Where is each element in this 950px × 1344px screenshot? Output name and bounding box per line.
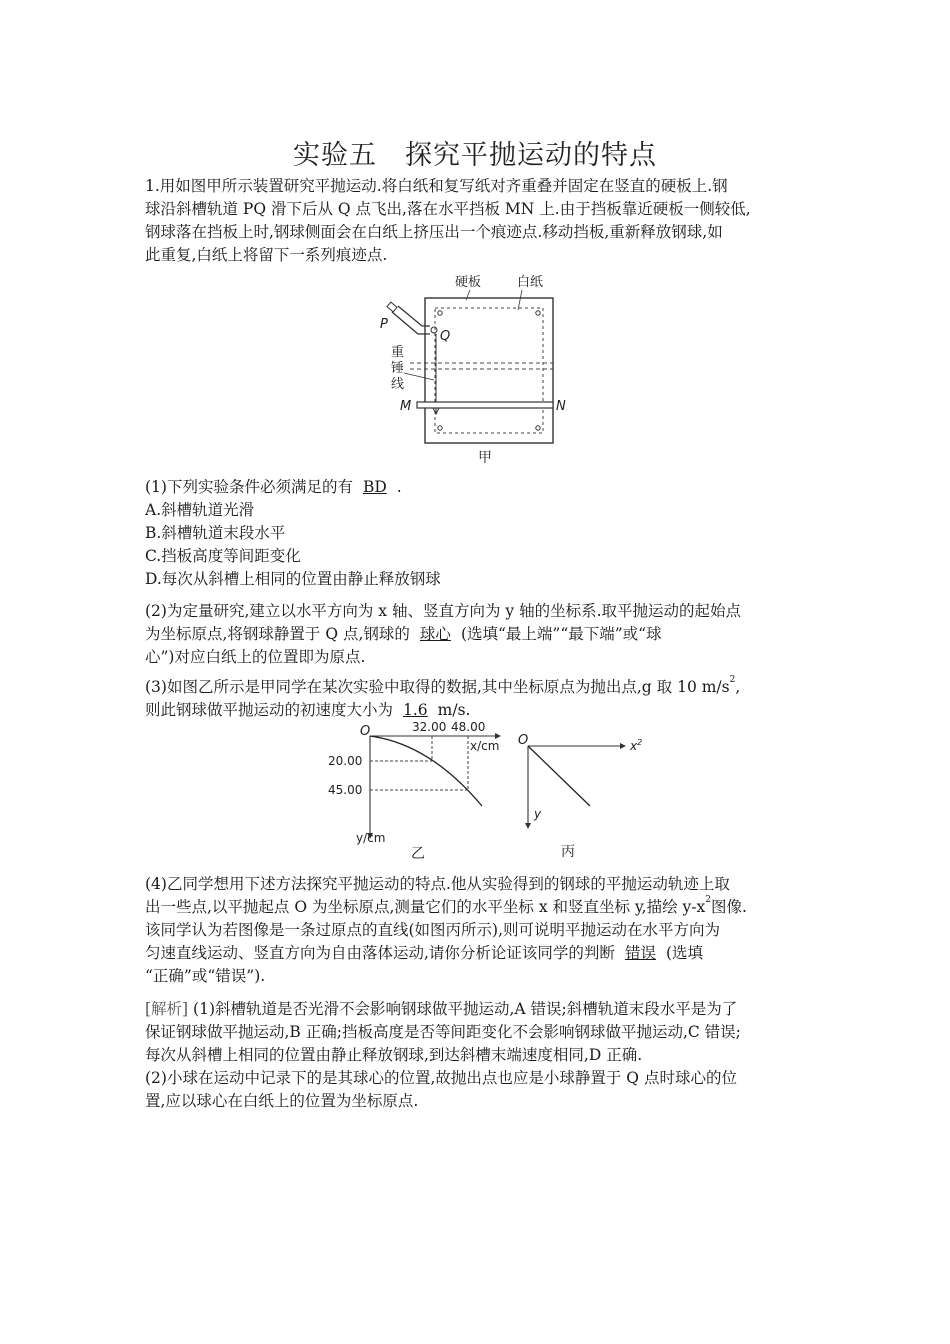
- x-label: x/cm: [470, 739, 500, 753]
- origin-o: O: [518, 733, 529, 748]
- proportional-line: [528, 746, 590, 806]
- option-d: D.每次从斜槽上相同的位置由静止释放钢球: [145, 570, 441, 588]
- part3: [145, 676, 805, 722]
- part4: [145, 873, 805, 988]
- part2-suffix: (选填“最上端”“最下端”或“球: [460, 625, 662, 643]
- leader-line: [404, 373, 434, 380]
- y-tick-45: 45.00: [328, 783, 363, 797]
- intro-line: 球沿斜槽轨道 PQ 滑下后从 Q 点飞出,落在水平挡板 MN 上.由于挡板靠近硬板一侧较低,: [145, 200, 751, 218]
- part1: [145, 476, 805, 591]
- analysis-line: 保证钢球做平抛运动,B 正确;挡板高度是否等间距变化不会影响钢球做平抛运动,C 错误;: [145, 1023, 741, 1041]
- part2-prefix: 为坐标原点,将钢球静置于 Q 点,钢球的: [145, 625, 410, 643]
- caption-jia: 甲: [478, 450, 492, 466]
- part1-prefix: (1)下列实验条件必须满足的有: [145, 478, 353, 496]
- y-tick-20: 20.00: [328, 754, 363, 768]
- label-paper: 白纸: [517, 275, 544, 290]
- part2-line: 心”)对应白纸上的位置即为原点.: [145, 648, 366, 666]
- analysis-line: 每次从斜槽上相同的位置由静止释放钢球,到达斜槽末端速度相同,D 正确.: [145, 1046, 643, 1064]
- analysis-text: (1)斜槽轨道是否光滑不会影响钢球做平抛运动,A 错误;斜槽轨道末段水平是为了: [188, 1000, 738, 1018]
- y-label: y: [534, 807, 542, 821]
- part4-prefix: 匀速直线运动、竖直方向为自由落体运动,请你分析论证该同学的判断: [145, 944, 615, 962]
- option-a: A.斜槽轨道光滑: [145, 501, 255, 519]
- analysis-line: 置,应以球心在白纸上的位置为坐标原点.: [145, 1092, 419, 1110]
- analysis-line: (2)小球在运动中记录下的是其球心的位置,故抛出点也应是小球静置于 Q 点时球心的位: [145, 1069, 737, 1087]
- part4-answer: 错误: [624, 944, 656, 962]
- analysis-line: [145, 998, 805, 1021]
- label-n: N: [556, 399, 566, 414]
- figure-yi-trajectory: [320, 718, 505, 866]
- analysis-tag: [解析]: [145, 1000, 189, 1018]
- part1-stem: [145, 476, 805, 499]
- pin-mark: [438, 311, 442, 315]
- part4-line: (4)乙同学想用下述方法探究平抛运动的特点.他从实验得到的钢球的平抛运动轨迹上取: [145, 875, 730, 893]
- x-label-sup: 2: [637, 738, 643, 747]
- analysis: [145, 998, 805, 1113]
- part4-line: [145, 942, 805, 965]
- option-b: B.斜槽轨道末段水平: [145, 524, 286, 542]
- baffle-mn: [417, 402, 553, 408]
- label-q: Q: [440, 329, 451, 344]
- y-label: y/cm: [356, 831, 386, 845]
- leader-line: [518, 290, 522, 310]
- part3-text: (3)如图乙所示是甲同学在某次实验中取得的数据,其中坐标原点为抛出点,g 取 10 m/s: [145, 678, 730, 696]
- label-p: P: [380, 317, 388, 332]
- question-intro: [145, 175, 805, 267]
- intro-line: 此重复,白纸上将留下一系列痕迹点.: [145, 246, 388, 264]
- label-board: 硬板: [455, 275, 482, 290]
- part3-answer: 1.6: [403, 701, 428, 719]
- x-axis-arrow-icon: [620, 743, 626, 749]
- part1-suffix: .: [396, 478, 402, 496]
- incline-track-pq: [392, 306, 430, 334]
- part4-line: [145, 896, 805, 919]
- part2-answer: 球心: [419, 625, 451, 643]
- x-label: [629, 738, 642, 753]
- part3-sup: 2: [729, 675, 736, 685]
- label-m: M: [400, 399, 412, 414]
- origin-o: O: [360, 724, 371, 739]
- part3-suffix: m/s.: [437, 701, 471, 719]
- pin-mark: [536, 426, 540, 430]
- part2: [145, 600, 805, 669]
- part3-prefix: 则此钢球做平抛运动的初速度大小为: [145, 701, 394, 719]
- hard-board: [425, 298, 553, 443]
- part3-line: [145, 676, 805, 699]
- intro-line: 1.用如图甲所示装置研究平抛运动.将白纸和复写纸对齐重叠并固定在竖直的硬板上.钢: [145, 177, 728, 195]
- part1-answer: BD: [362, 478, 387, 496]
- part2-line: [145, 623, 805, 646]
- intro-line: 钢球落在挡板上时,钢球侧面会在白纸上挤压出一个痕迹点.移动挡板,重新释放钢球,如: [145, 223, 723, 241]
- track-end-cap: [387, 302, 397, 312]
- part4-text: 出一些点,以平抛起点 O 为坐标原点,测量它们的水平坐标 x 和竖直坐标 y,描绘 y-x: [145, 898, 706, 916]
- label-plumb: 锤: [391, 361, 405, 376]
- part4-end: 图像.: [710, 898, 747, 916]
- white-paper: [435, 308, 543, 433]
- figure-bing-graph: [510, 730, 650, 866]
- pin-mark: [438, 426, 442, 430]
- part3-end: ,: [735, 678, 741, 696]
- option-c: C.挡板高度等间距变化: [145, 547, 301, 565]
- figure-jia-apparatus: [370, 268, 580, 468]
- part4-suffix: (选填: [665, 944, 704, 962]
- x-tick-32: 32.00: [412, 720, 447, 734]
- page-title: 实验五 探究平抛运动的特点: [293, 140, 657, 171]
- label-plumb: 线: [391, 377, 405, 392]
- y-axis-arrow-icon: [525, 823, 531, 829]
- x-tick-48: 48.00: [451, 720, 486, 734]
- part4-sup: 2: [705, 895, 711, 905]
- x-label-text: x: [630, 739, 638, 753]
- trajectory-curve: [370, 736, 482, 806]
- pin-mark: [536, 311, 540, 315]
- label-plumb: 重: [391, 345, 405, 360]
- part2-line: (2)为定量研究,建立以水平方向为 x 轴、竖直方向为 y 轴的坐标系.取平抛运动的起始点: [145, 602, 742, 620]
- steel-ball: [431, 327, 437, 333]
- part4-line: “正确”或“错误”).: [145, 967, 266, 985]
- caption-bing: 丙: [561, 844, 575, 860]
- part4-line: 该同学认为若图像是一条过原点的直线(如图丙所示),则可说明平抛运动在水平方向为: [145, 921, 721, 939]
- caption-yi: 乙: [411, 846, 425, 862]
